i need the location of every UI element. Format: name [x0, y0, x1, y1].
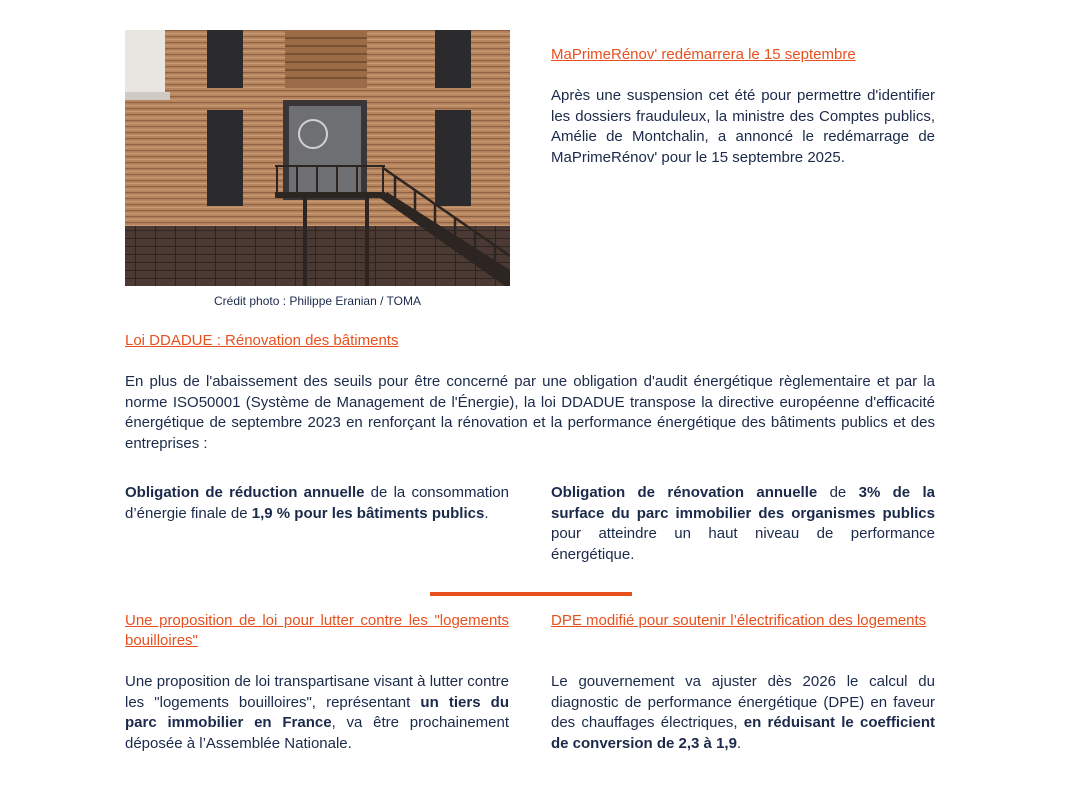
text: . — [484, 504, 489, 522]
building-photo — [125, 30, 510, 286]
text: de la consommation d’énergie finale de — [125, 484, 509, 522]
bold-text: en réduisant le coefficient de conversion de 2,3 à 1,9 — [551, 714, 935, 752]
ddadue-obligation-renovation — [551, 483, 935, 565]
article-title-ddadue[interactable]: Loi DDADUE : Rénovation des bâtiments — [125, 332, 399, 349]
text: . — [736, 734, 742, 752]
text: Une proposition de loi transpartisane visant à lutter contre les "logements bouilloires", représentant — [125, 673, 509, 711]
article-text-ddadue: En plus de l'abaissement des seuils pour être concerné par une obligation d'audit énergétique règlementaire et par la norme ISO50001 (Système de Management de l'Énergie), la loi DDADUE transpose la directive européenne d'efficacité énergétique de septembre 2023 en renforçant la rénovation et la performance énergétique des bâtiments publics et des entreprises : — [125, 373, 935, 452]
text: pour atteindre un haut niveau de performance énergétique. — [551, 525, 935, 563]
building-facade-illustration — [125, 30, 510, 286]
article-text-dpe — [551, 672, 935, 754]
article-title-maprimerenov[interactable]: MaPrimeRénov' redémarrera le 15 septembre — [551, 46, 856, 63]
article-title-dpe[interactable]: DPE modifié pour soutenir l’électrification des logements — [551, 612, 927, 629]
article-text-logements-bouilloires — [125, 672, 509, 754]
bold-text: un tiers du parc immobilier en France — [125, 693, 509, 731]
bold-text: 1,9 % pour les bâtiments publics — [251, 504, 485, 522]
article-text-maprimerenov: Après une suspension cet été pour permettre d'identifier les dossiers frauduleux, la ministre des Comptes publics, Amélie de Montchalin, a annoncé le redémarrage de MaPrimeRénov' pour le 15 septembre 2025. — [551, 87, 935, 166]
photo-credit: Crédit photo : Philippe Eranian / TOMA — [214, 294, 421, 308]
bold-text: Obligation de réduction annuelle — [125, 484, 365, 501]
ddadue-obligation-reduction — [125, 483, 509, 524]
section-divider — [430, 592, 632, 596]
bold-text: 3% de la surface du parc immobilier des organismes publics — [551, 484, 935, 522]
text: de — [817, 484, 859, 501]
text: , va être prochainement déposée à l’Assemblée Nationale. — [125, 714, 510, 752]
text: Le gouvernement va ajuster dès 2026 le calcul du diagnostic de performance énergétique (DPE) en faveur des chauffages électriques, — [551, 673, 935, 731]
article-title-logements-bouilloires[interactable]: Une proposition de loi pour lutter contre les "logements bouilloires" — [125, 612, 509, 649]
bold-text: Obligation de rénovation annuelle — [551, 484, 818, 501]
